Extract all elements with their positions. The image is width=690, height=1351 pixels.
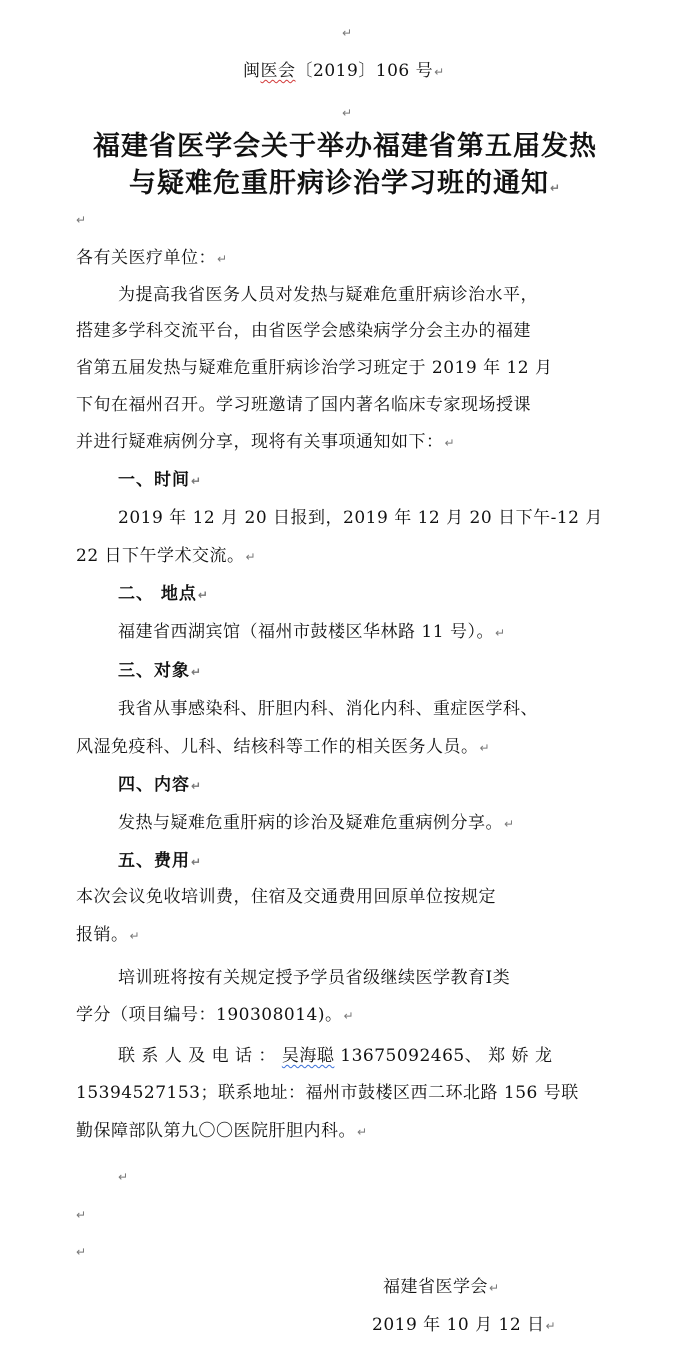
- paragraph-mark: ↵: [191, 474, 203, 488]
- contact-phone-1: 13675092465: [340, 1046, 465, 1066]
- section-heading-place: [118, 583, 209, 606]
- doc-number-word: 医会: [260, 61, 296, 81]
- section-heading-content-text: 四、内容: [118, 775, 190, 795]
- fee-line-1: 本次会议免收培训费，住宿及交通费用回原单位按规定: [76, 887, 496, 907]
- section-heading-target-text: 三、对象: [118, 661, 190, 681]
- paragraph-mark: ↵: [191, 665, 203, 679]
- target-line-2-text: 风湿免疫科、儿科、结核科等工作的相关医务人员。: [76, 737, 479, 757]
- content-line: [118, 812, 515, 835]
- contact-separator: 、: [464, 1046, 483, 1066]
- intro-line-3: 省第五届发热与疑难危重肝病诊治学习班定于 2019 年 12 月: [76, 358, 553, 378]
- intro-line-1: 为提高我省医务人员对发热与疑难危重肝病诊治水平，: [118, 285, 538, 305]
- contact-line-3-text: 勤保障部队第九〇〇医院肝胆内科。: [76, 1121, 356, 1141]
- paragraph-mark: ↵: [217, 252, 228, 266]
- content-line-text: 发热与疑难危重肝病的诊治及疑难危重病例分享。: [118, 813, 503, 833]
- document-title-line-1: 福建省医学会关于举办福建省第五届发热: [93, 131, 597, 162]
- paragraph-mark: ↵: [549, 181, 562, 195]
- intro-line-5-text: 并进行疑难病例分享，现将有关事项通知如下：: [76, 432, 444, 452]
- section-heading-time-text: 一、时间: [118, 470, 190, 490]
- document-title-line-2: [0, 168, 690, 204]
- contact-line-2: 15394527153；联系地址：福州市鼓楼区西二环北路 156 号联: [76, 1083, 579, 1103]
- contact-line-3: [76, 1120, 368, 1143]
- section-heading-content: [118, 774, 202, 797]
- section-heading-fee-text: 五、费用: [118, 851, 190, 871]
- paragraph-mark: ↵: [76, 1245, 87, 1259]
- paragraph-mark: ↵: [494, 626, 506, 640]
- paragraph-mark: ↵: [76, 1208, 87, 1222]
- contact-label: 联 系 人 及 电 话 ：: [118, 1046, 276, 1066]
- paragraph-mark: ↵: [504, 817, 515, 831]
- section-heading-target: [118, 660, 202, 683]
- signature-date-text: 2019 年 10 月 12 日: [372, 1315, 545, 1335]
- target-line-1: 我省从事感染科、肝胆内科、消化内科、重症医学科、: [118, 699, 538, 719]
- contact-line-1: [118, 1045, 552, 1067]
- time-line-2-text: 22 日下午学术交流。: [76, 546, 245, 566]
- place-line-text: 福建省西湖宾馆（福州市鼓楼区华林路 11 号）。: [118, 622, 494, 642]
- signature-organization-text: 福建省医学会: [383, 1277, 488, 1297]
- paragraph-mark: ↵: [129, 929, 141, 943]
- place-line: [118, 621, 506, 644]
- intro-line-2: 搭建多学科交流平台，由省医学会感染病学分会主办的福建: [76, 321, 531, 341]
- paragraph-mark: ↵: [197, 588, 209, 602]
- fee-line-2: [76, 924, 140, 947]
- salutation: [76, 247, 228, 270]
- paragraph-mark: ↵: [76, 213, 87, 227]
- section-heading-fee: [118, 850, 202, 873]
- contact-name-2: 郑 娇 龙: [488, 1046, 553, 1066]
- credit-line-2: [76, 1004, 354, 1027]
- doc-number-rest: 〔2019〕106 号: [295, 61, 434, 81]
- paragraph-mark: ↵: [434, 65, 445, 79]
- time-line-2: [76, 545, 256, 568]
- time-line-1: 2019 年 12 月 20 日报到，2019 年 12 月 20 日下午-12 月: [118, 508, 603, 528]
- paragraph-mark: ↵: [342, 26, 353, 40]
- paragraph-mark: ↵: [342, 106, 353, 120]
- paragraph-mark: ↵: [444, 436, 456, 450]
- credit-line-1: 培训班将按有关规定授予学员省级继续医学教育Ⅰ类: [118, 968, 511, 988]
- intro-line-5: [76, 431, 455, 454]
- paragraph-mark: ↵: [191, 855, 203, 869]
- paragraph-mark: ↵: [357, 1125, 368, 1139]
- section-heading-place-text: 二、 地点: [118, 584, 197, 604]
- title-line-2-text: 与疑难危重肝病诊治学习班的通知: [128, 168, 549, 199]
- credit-line-2-text: 学分（项目编号：190308014)。: [76, 1005, 343, 1025]
- target-line-2: [76, 736, 490, 759]
- section-heading-time: [118, 469, 202, 492]
- paragraph-mark: ↵: [545, 1319, 557, 1333]
- signature-date: [372, 1314, 556, 1337]
- paragraph-mark: ↵: [489, 1281, 500, 1295]
- paragraph-mark: ↵: [191, 779, 203, 793]
- fee-line-2-text: 报销。: [76, 925, 129, 945]
- document-number: [243, 60, 445, 83]
- paragraph-mark: ↵: [479, 741, 491, 755]
- doc-number-prefix: 闽: [243, 61, 261, 81]
- intro-line-4: 下旬在福州召开。学习班邀请了国内著名临床专家现场授课: [76, 395, 531, 415]
- paragraph-mark: ↵: [343, 1009, 355, 1023]
- contact-name-1: 吴海聪: [281, 1046, 335, 1066]
- signature-organization: [383, 1276, 500, 1299]
- paragraph-mark: ↵: [118, 1170, 129, 1184]
- salutation-text: 各有关医疗单位：: [76, 248, 216, 268]
- paragraph-mark: ↵: [245, 550, 257, 564]
